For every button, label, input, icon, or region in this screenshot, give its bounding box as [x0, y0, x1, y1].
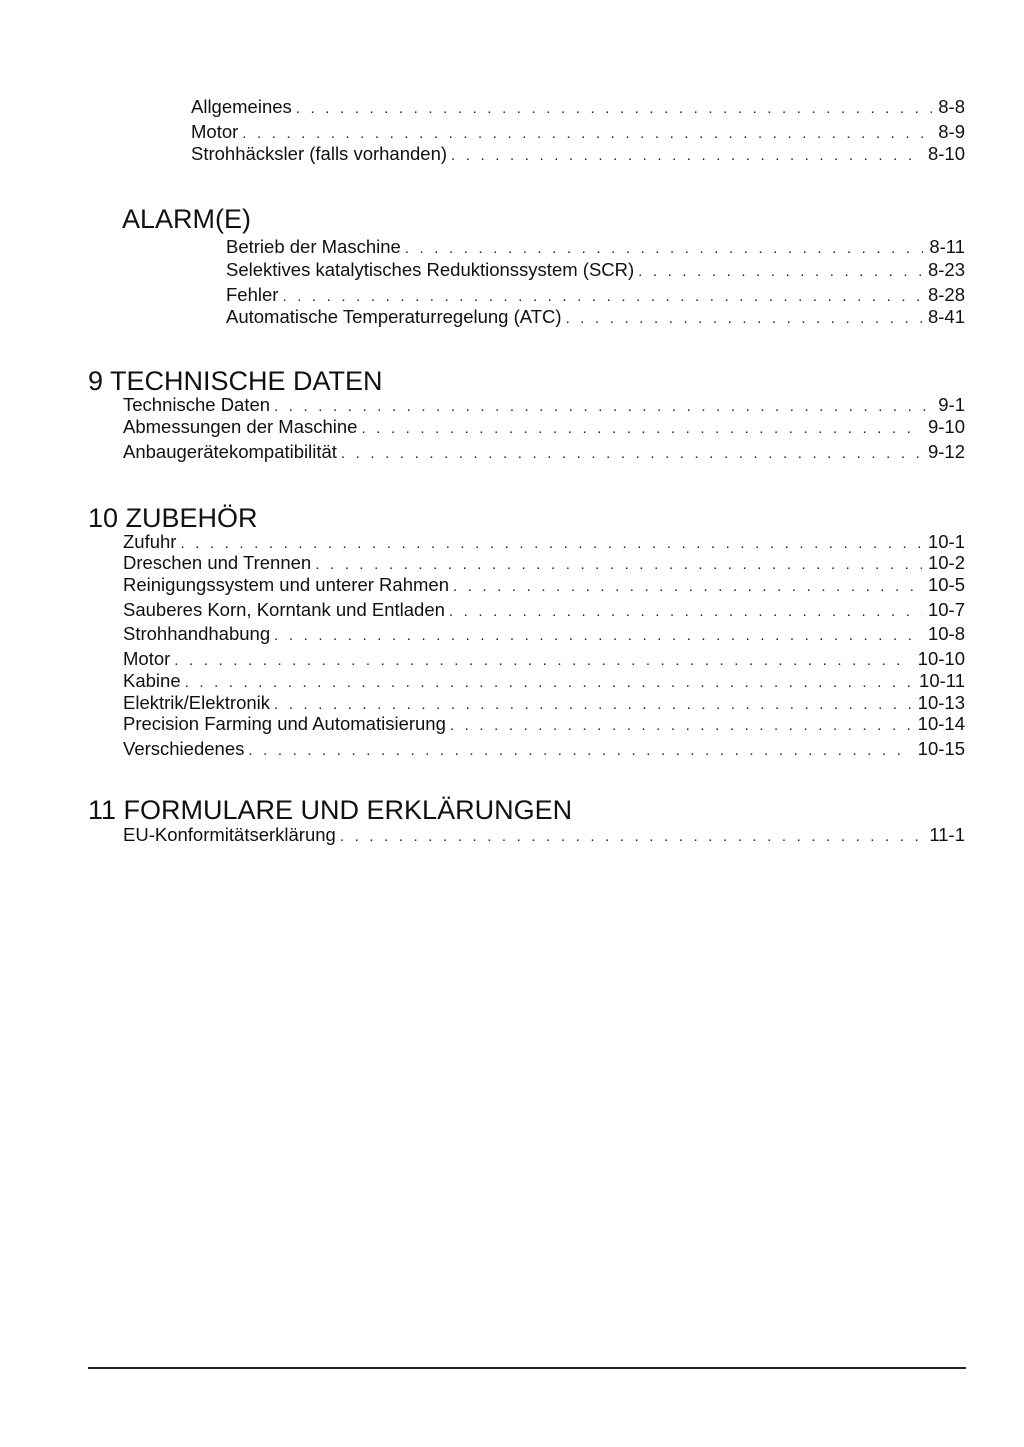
leader-dots: [315, 554, 922, 576]
toc-entry-label: Dreschen und Trennen: [123, 552, 312, 573]
leader-dots: [450, 715, 912, 737]
toc-entry[interactable]: [123, 623, 965, 647]
toc-entry-page: 8-9: [938, 121, 965, 142]
toc-entry-page: 10-13: [917, 692, 965, 713]
leader-dots: [282, 286, 922, 308]
chapter-heading-9: 9 TECHNISCHE DATEN: [88, 366, 383, 396]
leader-dots: [451, 145, 922, 167]
toc-entry-page: 8-41: [927, 306, 965, 327]
toc-entry-label: Strohhäcksler (falls vorhanden): [191, 143, 448, 164]
leader-dots: [566, 308, 922, 330]
toc-entry-page: 10-7: [927, 599, 965, 620]
toc-entry[interactable]: [226, 259, 965, 283]
toc-entry-label: Sauberes Korn, Korntank und Entladen: [123, 599, 445, 620]
leader-dots: [242, 123, 932, 145]
toc-entry[interactable]: [123, 648, 965, 672]
toc-entry-page: 8-8: [938, 96, 965, 117]
toc-entry[interactable]: [123, 416, 965, 440]
toc-entry[interactable]: [123, 713, 965, 737]
section-heading-alarm: ALARM(E): [122, 204, 252, 234]
toc-entry-label: Verschiedenes: [123, 738, 245, 759]
toc-entry[interactable]: [226, 306, 965, 330]
toc-entry[interactable]: [226, 284, 965, 308]
toc-entry-page: 9-1: [938, 394, 965, 415]
toc-entry[interactable]: [123, 394, 965, 418]
leader-dots: [361, 418, 922, 440]
toc-entry-label: Reinigungssystem und unterer Rahmen: [123, 574, 449, 595]
toc-entry-label: Selektives katalytisches Reduktionssystem (SCR): [226, 259, 635, 280]
toc-entry[interactable]: [123, 599, 965, 623]
toc-entry-page: 9-12: [927, 441, 965, 462]
toc-entry[interactable]: [191, 143, 965, 167]
toc-entry-page: 10-15: [917, 738, 965, 759]
leader-dots: [638, 261, 922, 283]
toc-entry-page: 8-23: [927, 259, 965, 280]
toc-entry-label: Allgemeines: [191, 96, 292, 117]
toc-entry-label: Motor: [123, 648, 171, 669]
footer-divider: [88, 1367, 966, 1369]
toc-entry[interactable]: [123, 552, 965, 576]
toc-entry-page: 10-1: [927, 531, 965, 552]
toc-entry-page: 8-28: [927, 284, 965, 305]
leader-dots: [296, 98, 932, 120]
leader-dots: [248, 740, 911, 762]
toc-entry-label: Precision Farming und Automatisierung: [123, 713, 446, 734]
leader-dots: [274, 625, 922, 647]
toc-entry[interactable]: [123, 824, 965, 848]
leader-dots: [449, 601, 922, 623]
toc-entry-label: Automatische Temperaturregelung (ATC): [226, 306, 562, 327]
toc-entry-page: 8-11: [929, 236, 965, 257]
toc-entry-page: 10-2: [927, 552, 965, 573]
toc-entry-label: Betrieb der Maschine: [226, 236, 401, 257]
toc-entry-page: 10-5: [927, 574, 965, 595]
toc-entry[interactable]: [191, 121, 965, 145]
leader-dots: [185, 672, 913, 694]
toc-entry-label: Motor: [191, 121, 239, 142]
toc-entry-page: 10-8: [927, 623, 965, 644]
toc-entry-label: Fehler: [226, 284, 279, 305]
toc-entry-page: 10-10: [917, 648, 965, 669]
toc-entry-label: Kabine: [123, 670, 181, 691]
toc-entry-label: EU-Konformitätserklärung: [123, 824, 336, 845]
toc-entry[interactable]: [123, 738, 965, 762]
toc-entry-page: 9-10: [927, 416, 965, 437]
toc-entry[interactable]: [226, 236, 965, 260]
toc-entry[interactable]: [191, 96, 965, 120]
leader-dots: [274, 396, 932, 418]
leader-dots: [453, 576, 922, 598]
toc-entry-page: 11-1: [929, 824, 965, 845]
toc-entry-label: Zufuhr: [123, 531, 177, 552]
chapter-heading-10: 10 ZUBEHÖR: [88, 503, 258, 533]
toc-entry-label: Elektrik/Elektronik: [123, 692, 271, 713]
leader-dots: [405, 238, 924, 260]
toc-entry-page: 8-10: [927, 143, 965, 164]
leader-dots: [340, 826, 924, 848]
toc-entry-label: Anbaugerätekompatibilität: [123, 441, 337, 462]
toc-entry[interactable]: [123, 670, 965, 694]
toc-entry-label: Technische Daten: [123, 394, 271, 415]
chapter-heading-11: 11 FORMULARE UND ERKLÄRUNGEN: [88, 795, 573, 825]
toc-entry[interactable]: [123, 574, 965, 598]
leader-dots: [341, 443, 922, 465]
toc-entry-label: Abmessungen der Maschine: [123, 416, 358, 437]
leader-dots: [174, 650, 911, 672]
toc-entry-page: 10-11: [919, 670, 965, 691]
toc-entry[interactable]: [123, 441, 965, 465]
toc-entry-page: 10-14: [917, 713, 965, 734]
toc-entry-label: Strohhandhabung: [123, 623, 271, 644]
